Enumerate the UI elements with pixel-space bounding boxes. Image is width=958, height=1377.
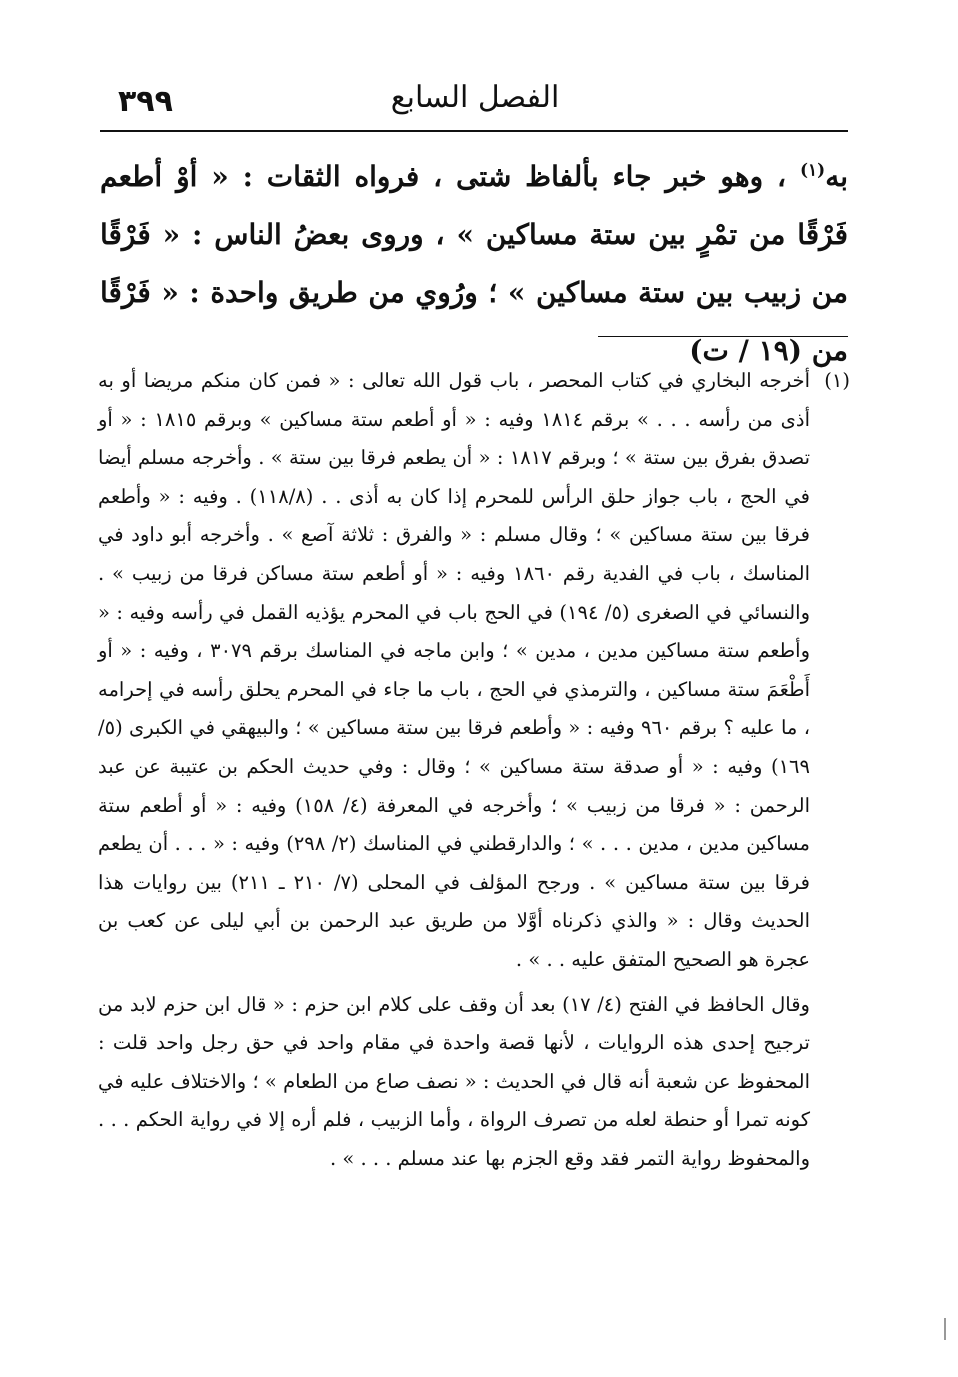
footnote bbox=[98, 362, 850, 1178]
scan-margin-mark bbox=[944, 1318, 946, 1340]
footnote-paragraph: وقال الحافظ في الفتح (٤/ ١٧) بعد أن وقف على كلام ابن حزم : « قال ابن حزم لابد من ترجيح إحدى هذه الروايات ، لأنها قصة واحدة في مقام واحد في حق رجل واحد قلت : المحفوظ عن شعبة أنه قال في الحديث : « نصف صاع من الطعام » ؛ والاختلاف عليه في كونه تمرا أو حنطة لعله من تصرف الرواة ، وأما الزبيب ، فلم أره إلا في رواية الحكم . . . والمحفوظ رواية التمر فقد وقع الجزم بها عند مسلم . . . » . bbox=[98, 992, 810, 1170]
main-paragraph bbox=[100, 148, 848, 380]
main-text bbox=[100, 148, 848, 380]
footnotes-section bbox=[98, 362, 850, 1178]
page-number: ٣٩٩ bbox=[118, 84, 173, 119]
footnote-body bbox=[98, 362, 810, 1178]
margin-reference: (١٩ / ت) bbox=[689, 334, 802, 367]
footnote-divider bbox=[598, 336, 848, 337]
chapter-title: الفصل السابع bbox=[390, 80, 560, 115]
main-text-body: ، وهو خبر جاء بألفاظ شتى ، فرواه الثقات : « أوْ أطعم فَرْقًا من تمْرٍ بين ستة مساكين » ، وروى بعضُ الناس : « فَرْقًا من زبيب بين ستة مساكين » ؛ ورُوي من طريق واحدة : « فَرْقًا من bbox=[100, 160, 848, 367]
page-header bbox=[100, 78, 850, 128]
main-text-start: به bbox=[825, 160, 849, 193]
footnote-reference: (١) bbox=[799, 160, 826, 181]
footnote-paragraph: أخرجه البخاري في كتاب المحصر ، باب قول الله تعالى : « فمن كان منكم مريضا أو به أذى من رأسه . . . » برقم ١٨١٤ وفيه : « أو أطعم ستة مساكين » وبرقم ١٨١٥ : « أو تصدق بفرق بين ستة » ؛ وبرقم ١٨١٧ : « أن يطعم فرقا بين ستة » . وأخرجه مسلم أيضا في الحج ، باب جواز حلق الرأس للمحرم إذا كان به أذى . . (١١٨/٨) . وفيه : « وأطعم فرقا بين ستة مساكين » ؛ وقال مسلم : « والفرق : ثلاثة آصع » . وأخرجه أبو داود في المناسك ، باب في الفدية رقم ١٨٦٠ وفيه : « أو أطعم ستة مساكن فرقا من زبيب » . والنسائي في الصغرى (٥/ ١٩٤) في الحج باب في المحرم يؤذيه القمل في رأسه وفيه : « وأطعم ستة مساكين مدين ، مدين » ؛ وابن ماجه في المناسك برقم ٣٠٧٩ ، وفيه : « أو أَطْعَمَ ستة مساكين ، والترمذي في الحج ، باب ما جاء في المحرم يحلق رأسه في إحرامه ، ما عليه ؟ برقم ٩٦٠ وفيه : « وأطعم فرقا بين ستة مساكين » ؛ والبيهقي في الكبرى (٥/ ١٦٩) وفيه : « أو صدقة ستة مساكين » ؛ وقال : وفي حديث الحكم بن عتيبة عن عبد الرحمن : « فرقا من زبيب » ؛ وأخرجه في المعرفة (٤/ ١٥٨) وفيه : « أو أطعم ستة مساكين مدين ، مدين . . . » ؛ والدارقطني في المناسك (٢/ ٢٩٨) وفيه : « . . . أن يطعم فرقا بين ستة مساكين » . ورجح المؤلف في المحلى (٧/ ٢١٠ ـ ٢١١) بين روايات هذا الحديث وقال : « والذي ذكرناه أوَّلا من طريق عبد الرحمن بن أبي ليلى عن كعب بن عجرة هو الصحيح المتفق عليه . . » . bbox=[98, 369, 811, 971]
header-divider bbox=[100, 130, 848, 132]
footnote-number: (١) bbox=[824, 369, 850, 392]
